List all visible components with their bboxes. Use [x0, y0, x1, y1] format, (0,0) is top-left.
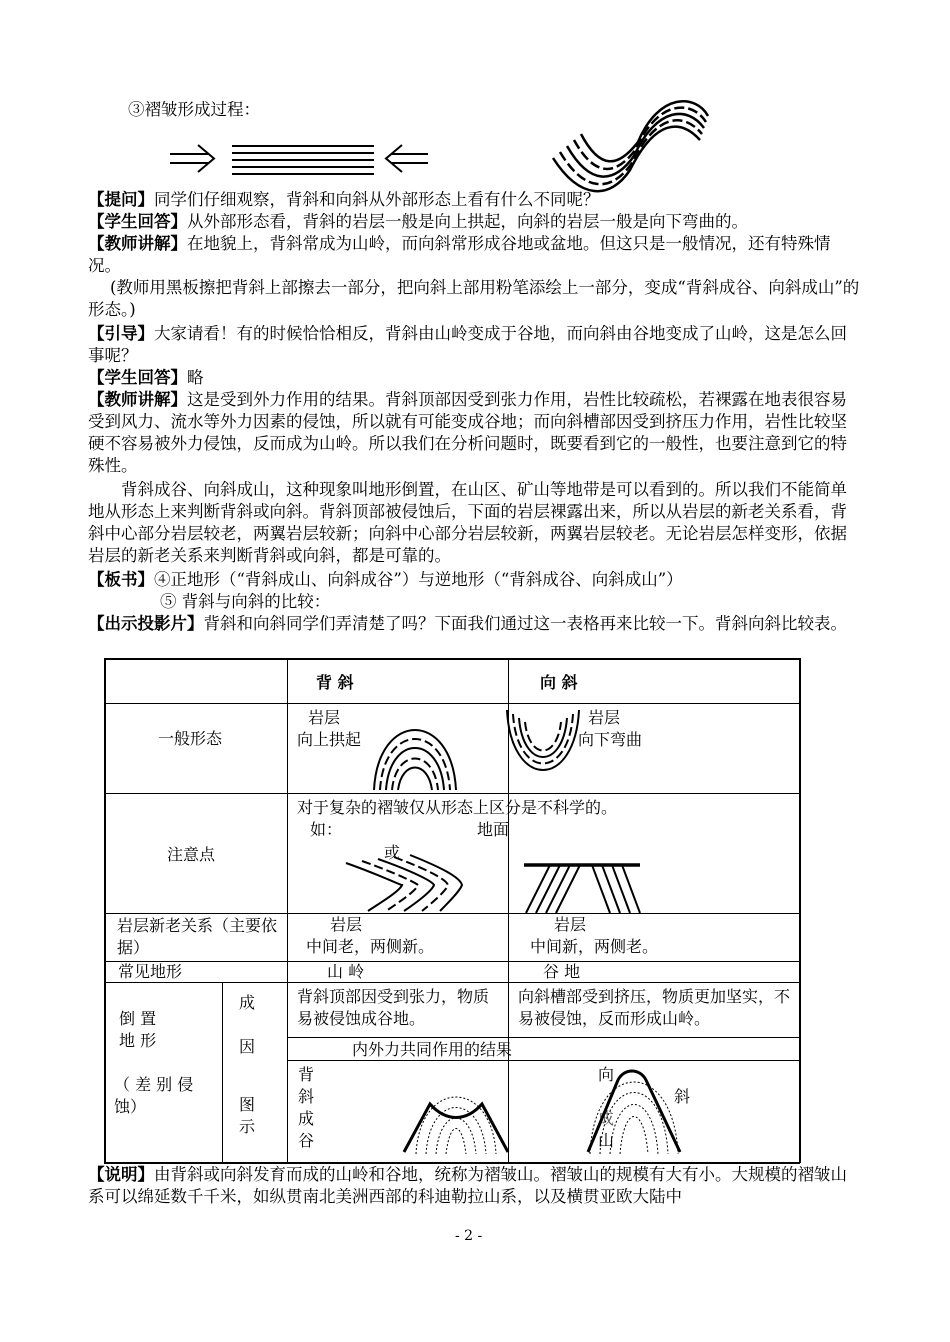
anticline-valley-v1: 背: [298, 1065, 315, 1084]
syncline-form-diagram: [505, 704, 585, 794]
syncline-cause: 向斜槽部受到挤压，物质更加坚实，不易被侵蚀，反而形成山岭。: [518, 987, 791, 1028]
syncline-mountain-diagram: [580, 1062, 690, 1158]
row-inverted-label-1: 倒 置: [119, 1009, 157, 1028]
row-inverted-label-2: 地 形: [119, 1031, 157, 1050]
syncline-form-label2: 向下弯曲: [578, 730, 643, 749]
row-age-label: 岩层新老关系（主要依据）: [117, 916, 278, 957]
syncline-landform: 谷 地: [543, 962, 581, 981]
teacher-explain-paragraph: 【教师讲解】在地貌上，背斜常成为山岭，而向斜常形成谷地或盆地。但这只是一般情况，还有特殊情况。: [88, 234, 831, 275]
push-arrow-left-icon: [170, 145, 214, 172]
notes-dimian: 地面: [477, 820, 510, 839]
cause-label-cheng: 成: [239, 993, 256, 1012]
guide-paragraph: 【引导】大家请看！有的时候恰恰相反，背斜由山岭变成于谷地，而向斜由谷地变成了山岭，这是怎么回事呢？: [88, 324, 847, 365]
complex-fold-diagram: [340, 855, 660, 915]
anticline-age-2: 中间老，两侧新。: [306, 937, 435, 956]
row-general-form-label: 一般形态: [158, 729, 223, 748]
row-notes-label: 注意点: [167, 845, 216, 864]
common-cause: 内外力共同作用的结果: [352, 1040, 513, 1059]
syncline-age-2: 中间新，两侧老。: [530, 937, 659, 956]
cause-label-yin: 因: [239, 1037, 256, 1056]
illus-label-shi: 示: [239, 1117, 256, 1136]
anticline-valley-v4: 谷: [298, 1131, 315, 1150]
syncline-mountain-v4: 山: [598, 1131, 615, 1150]
explanation-paragraph: 【说明】由背斜或向斜发育而成的山岭和谷地，统称为褶皱山。褶皱山的规模有大有小。大规模的褶皱山系可以绵延数千千米，如纵贯南北美洲西部的科迪勒拉山系，以及横贯亚欧大陆中: [88, 1165, 847, 1206]
terrain-inversion-paragraph: 背斜成谷、向斜成山，这种现象叫地形倒置，在山区、矿山等地带是可以看到的。所以我们不能简单地从形态上来判断背斜或向斜。背斜顶部被侵蚀后，下面的岩层裸露出来，所以从岩层的新老关系看，背斜中心部分岩层较老，两翼岩层较新；向斜中心部分岩层较新，两翼岩层较老。无论岩层怎样变形，依据岩层的新老关系来判断背斜或向斜，都是可靠的。: [88, 480, 847, 565]
header-anticline: 背 斜: [316, 673, 354, 692]
syncline-mountain-v3: 成: [598, 1109, 615, 1128]
teacher-explain2-paragraph: 【教师讲解】这是受到外力作用的结果。背斜顶部因受到张力作用，岩性比较疏松，若裸露在地表很容易受到风力、流水等外力因素的侵蚀，所以就有可能变成谷地；而向斜槽部因受到挤压力作用，岩性比较坚硬不容易被外力侵蚀，反而成为山岭。所以我们在分析问题时，既要看到它的一般性，也要注意到它的特殊性。: [88, 390, 847, 475]
anticline-form-label2: 向上拱起: [297, 730, 362, 749]
row-landform-label: 常见地形: [118, 962, 183, 981]
student-answer-paragraph: 【学生回答】从外部形态看，背斜的岩层一般是向上拱起，向斜的岩层一般是向下弯曲的。: [88, 212, 748, 231]
anticline-valley-diagram: [400, 1062, 512, 1158]
fold-process-heading: ③褶皱形成过程：: [128, 100, 260, 119]
board-paragraph: 【板书】④正地形（“背斜成山、向斜成谷”）与逆地形（“背斜成谷、向斜成山”）: [88, 570, 683, 589]
anticline-landform: 山 岭: [327, 962, 365, 981]
anticline-form-label1: 岩层: [308, 708, 341, 727]
fold-process-diagram: [0, 0, 950, 220]
notes-text: 对于复杂的褶皱仅从形态上区分是不科学的。: [297, 798, 618, 817]
slide-paragraph: 【出示投影片】背斜和向斜同学们弄清楚了吗？下面我们通过这一表格再来比较一下。背斜向斜比较表。: [88, 614, 847, 633]
illus-label-tu: 图: [239, 1095, 256, 1114]
syncline-form-label1: 岩层: [588, 708, 621, 727]
board-paragraph-2: ⑤ 背斜与向斜的比较：: [160, 592, 331, 611]
notes-huo: 或: [384, 843, 401, 862]
notes-ru: 如：: [310, 820, 343, 839]
anticline-form-diagram: [370, 704, 470, 794]
syncline-mountain-v2: 斜: [674, 1087, 691, 1106]
anticline-valley-v3: 成: [298, 1109, 315, 1128]
teacher-note-paragraph: (教师用黑板擦把背斜上部擦去一部分，把向斜上部用粉笔添绘上一部分，变成“背斜成谷、向斜成山”的形态。): [88, 278, 860, 319]
page-number: - 2 -: [455, 1228, 483, 1244]
syncline-age-1: 岩层: [554, 915, 587, 934]
anticline-age-1: 岩层: [330, 915, 363, 934]
folded-strata: [553, 101, 708, 191]
push-arrow-right-icon: [386, 145, 428, 172]
question-paragraph: 【提问】同学们仔细观察，背斜和向斜从外部形态上看有什么不同呢？: [88, 190, 600, 209]
syncline-mountain-v1: 向: [598, 1065, 615, 1084]
student-answer2-paragraph: 【学生回答】略: [88, 368, 204, 387]
row-inverted-label-3: （ 差 别 侵 蚀）: [114, 1075, 194, 1116]
header-syncline: 向 斜: [540, 673, 578, 692]
anticline-valley-v2: 斜: [298, 1087, 315, 1106]
anticline-cause: 背斜顶部因受到张力，物质易被侵蚀成谷地。: [297, 987, 490, 1028]
